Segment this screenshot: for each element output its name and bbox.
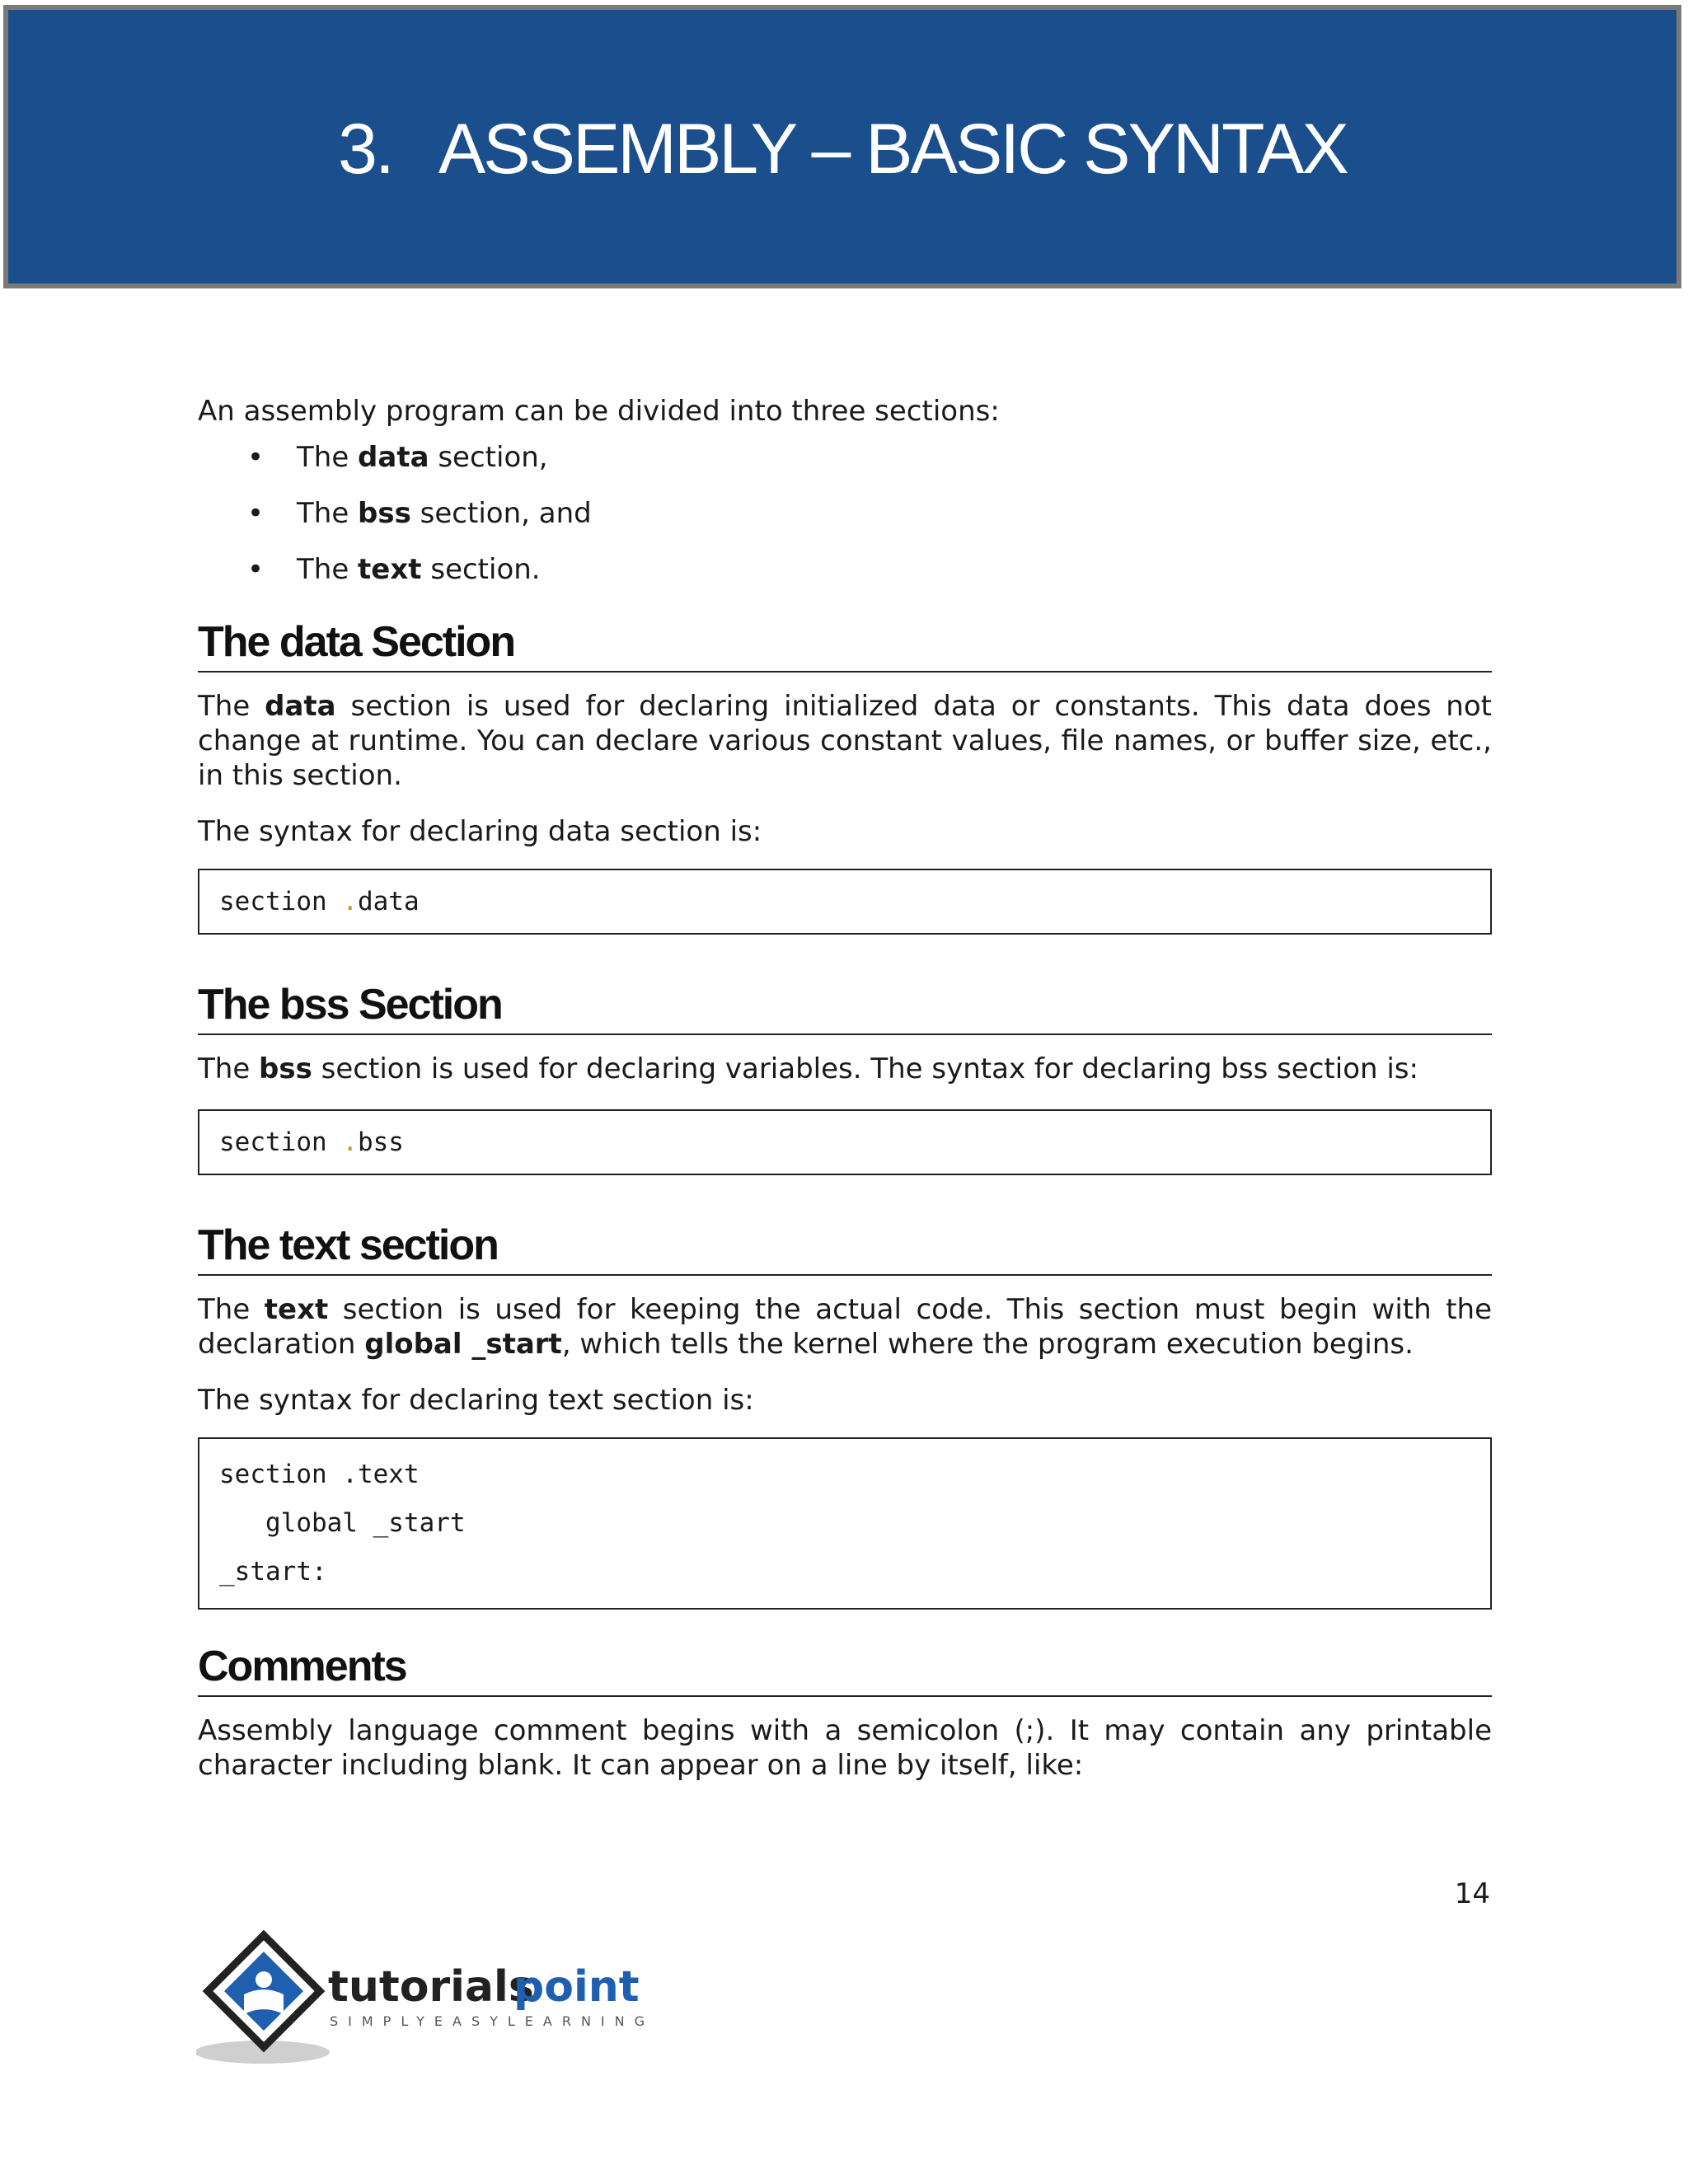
tutorialspoint-logo [196,1929,658,2069]
chapter-title [8,109,1676,190]
bullet-icon: • [247,441,265,474]
logo-text: tutorials [328,1962,534,2012]
bss-section-paragraph: The bss section is used for declaring variables. The syntax for declaring bss section is: [198,1052,1418,1085]
list-item: • The bss section, and [247,497,592,530]
logo-tagline: SIMPLYEASYLEARNING [330,2013,655,2029]
bullet-icon: • [247,497,265,530]
bss-code-block: section .bss [198,1109,1492,1175]
chapter-title-text: ASSEMBLY – BASIC SYNTAX [438,110,1347,189]
comments-heading: Comments [198,1643,1492,1697]
text-syntax-intro: The syntax for declaring text section is: [198,1384,754,1417]
data-section-heading: The data Section [198,618,1492,673]
code-line: section .text [219,1460,420,1489]
text-section-paragraph: The text section is used for keeping the actual code. This section must begin with the declaration global _start, which tells the kernel where the program execution begins. [198,1293,1492,1361]
text-section-heading: The text section [198,1221,1492,1276]
intro-paragraph: An assembly program can be divided into three sections: [198,395,1000,428]
page-content [198,394,1492,1783]
sections-list [198,440,1492,587]
code-line: global _start [219,1508,466,1538]
page-number: 14 [1454,1877,1490,1910]
chapter-banner [3,5,1681,288]
data-section-paragraph: The data section is used for declaring initialized data or constants. This data does not change at runtime. You can declare various constant values, file names, or buffer size, etc., in this section. [198,690,1492,792]
data-code-block: section .data [198,869,1492,935]
bullet-icon: • [247,553,265,586]
logo-text-accent: point [513,1962,640,2012]
list-item: • The data section, [247,441,548,474]
list-item: • The text section. [247,553,541,586]
comments-paragraph: Assembly language comment begins with a semicolon (;). It may contain any printable character including blank. It can appear on a line by itself, like: [198,1714,1492,1782]
data-syntax-intro: The syntax for declaring data section is: [198,815,762,848]
chapter-number: 3. [338,110,392,189]
bss-section-heading: The bss Section [198,981,1492,1035]
text-code-block [198,1437,1492,1610]
code-line: _start: [219,1557,327,1586]
